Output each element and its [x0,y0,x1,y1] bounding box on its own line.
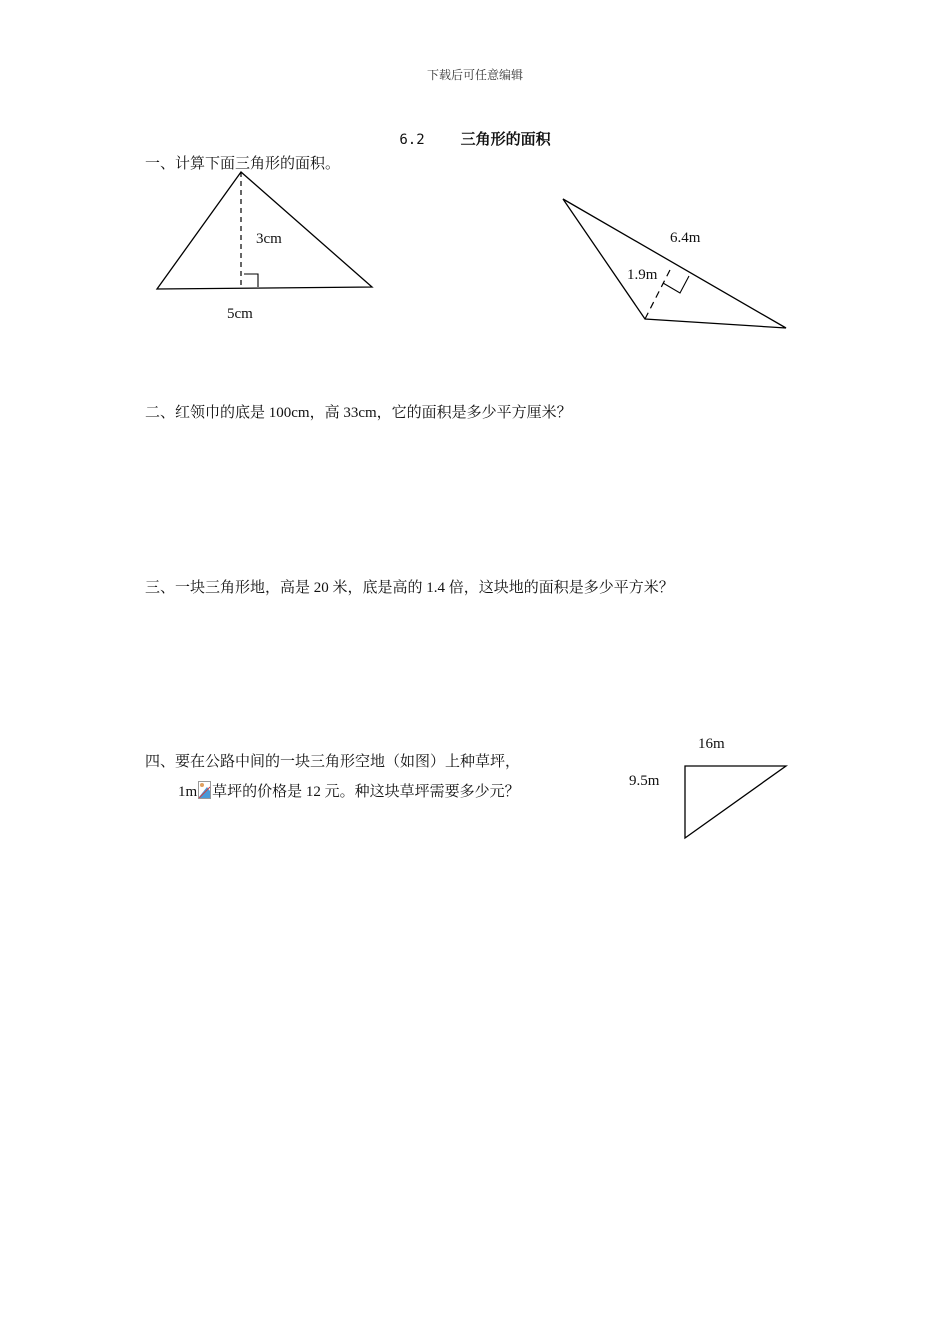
question-4-line-2-text: 草坪的价格是 12 元。种这块草坪需要多少元？ [212,784,520,800]
triangle-1-base-label: 5cm [227,306,253,322]
question-2-text: 二、红领巾的底是 100cm，高 33cm，它的面积是多少平方厘米？ [145,405,572,421]
question-3-text: 三、一块三角形地，高是 20 米，底是高的 1.4 倍，这块地的面积是多少平方米？ [145,580,674,596]
triangle-1-height-label: 3cm [256,231,282,247]
question-1-text: 一、计算下面三角形的面积。 [145,156,341,172]
triangle-3-top-label: 16m [698,736,725,752]
section-number: 6.2 [399,132,425,148]
question-4-line-1: 四、要在公路中间的一块三角形空地（如图）上种草坪， [145,754,521,770]
page-header: 下载后可任意编辑 [426,68,523,82]
triangle-3-side-label: 9.5m [629,773,660,789]
triangle-2-height-label: 1.9m [627,267,658,283]
triangle-3-outline [685,766,786,838]
triangle-2-base-label: 6.4m [670,230,701,246]
unit-prefix: 1m [178,784,198,800]
section-title: 三角形的面积 [460,132,551,148]
